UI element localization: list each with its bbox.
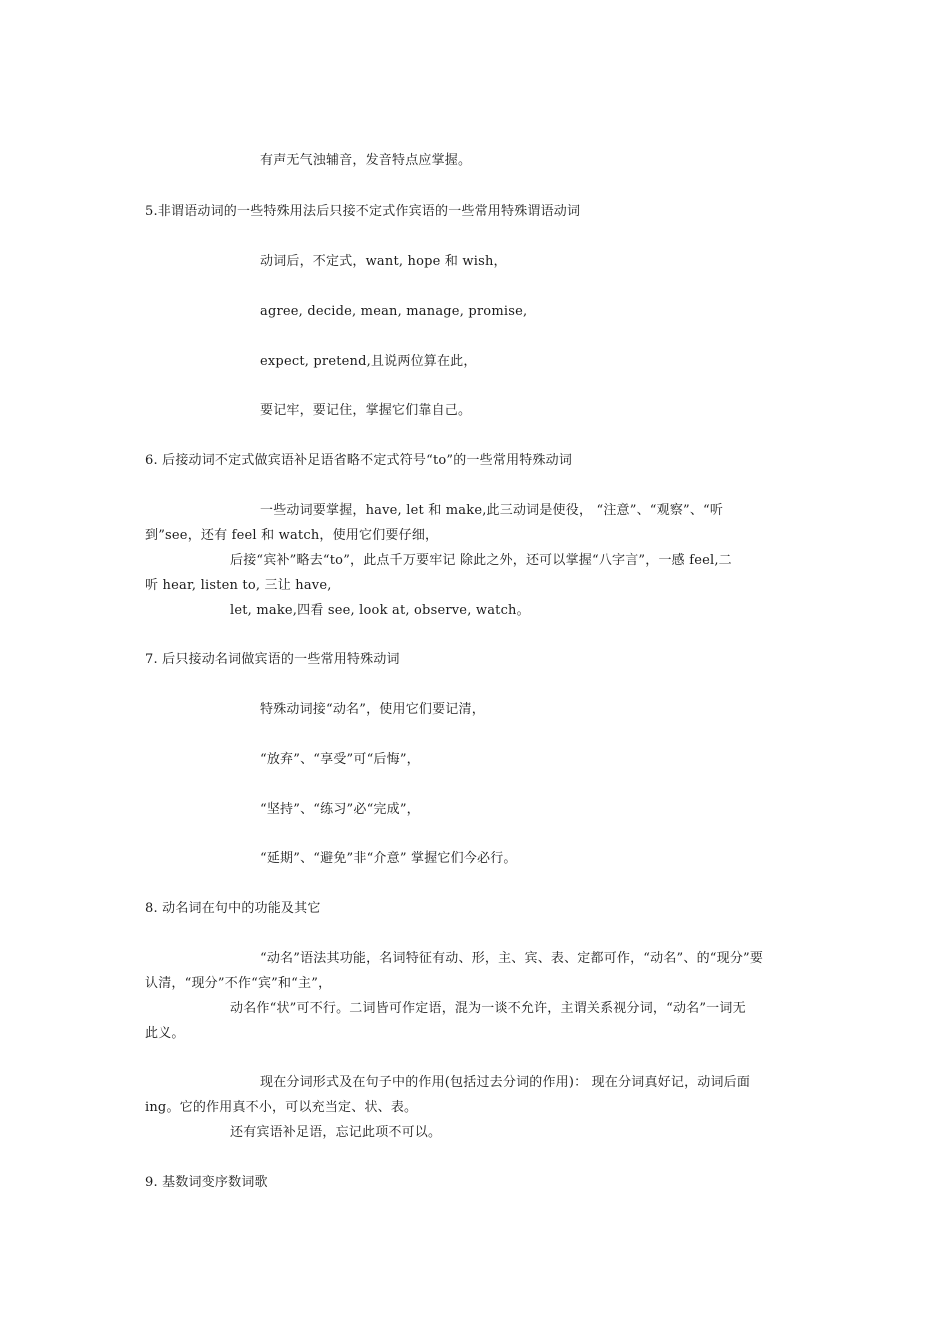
text-line: 现在分词形式及在句子中的作用(包括过去分词的作用)： 现在分词真好记，动词后面: [260, 1075, 751, 1090]
text-line: agree, decide, mean, manage, promise,: [260, 304, 528, 319]
section-heading-6: 6. 后接动词不定式做宾语补足语省略不定式符号“to”的一些常用特殊动词: [145, 453, 573, 468]
text-line: 特殊动词接“动名”，使用它们要记清，: [260, 702, 485, 717]
text-line: “延期”、“避免”非“介意” 掌握它们今必行。: [260, 851, 517, 866]
text-line: let, make,四看 see, look at, observe, watch。: [230, 603, 530, 618]
text-line: 后接“宾补”略去“to”，此点千万要牢记 除此之外，还可以掌握“八字言”，一感 feel,二: [230, 553, 732, 568]
text-line: 认清，“现分”不作“宾”和“主”，: [145, 976, 332, 991]
section-heading-9: 9. 基数词变序数词歌: [145, 1175, 268, 1190]
text-line: 要记牢，要记住，掌握它们靠自己。: [260, 403, 472, 418]
text-line: 此义。: [145, 1026, 185, 1041]
text-line: 一些动词要掌握，have, let 和 make,此三动词是使役， “注意”、“观察”、“听: [260, 503, 724, 518]
text-line: 动名作“状”可不行。二词皆可作定语，混为一谈不允许，主谓关系视分词，“动名”一词无: [230, 1001, 746, 1016]
text-line: 听 hear, listen to, 三让 have,: [145, 578, 332, 593]
text-line: 还有宾语补足语，忘记此项不可以。: [230, 1125, 442, 1140]
section-heading-8: 8. 动名词在句中的功能及其它: [145, 901, 321, 916]
text-line: 动词后，不定式，want, hope 和 wish，: [260, 254, 507, 269]
text-line: “坚持”、“练习”必“完成”，: [260, 802, 420, 817]
section-heading-5: 5.非谓语动词的一些特殊用法后只接不定式作宾语的一些常用特殊谓语动词: [145, 204, 581, 219]
text-line: 有声无气浊辅音，发音特点应掌握。: [260, 153, 472, 168]
section-heading-7: 7. 后只接动名词做宾语的一些常用特殊动词: [145, 652, 400, 667]
text-line: expect, pretend,且说两位算在此，: [260, 354, 477, 369]
text-line: “放弃”、“享受”可“后悔”，: [260, 752, 420, 767]
text-line: “动名”语法其功能，名词特征有动、形，主、宾、表、定都可作，“动名”、的“现分”要: [260, 951, 764, 966]
text-line: 到”see，还有 feel 和 watch，使用它们要仔细，: [145, 528, 439, 543]
text-line: ing。它的作用真不小，可以充当定、状、表。: [145, 1100, 418, 1115]
